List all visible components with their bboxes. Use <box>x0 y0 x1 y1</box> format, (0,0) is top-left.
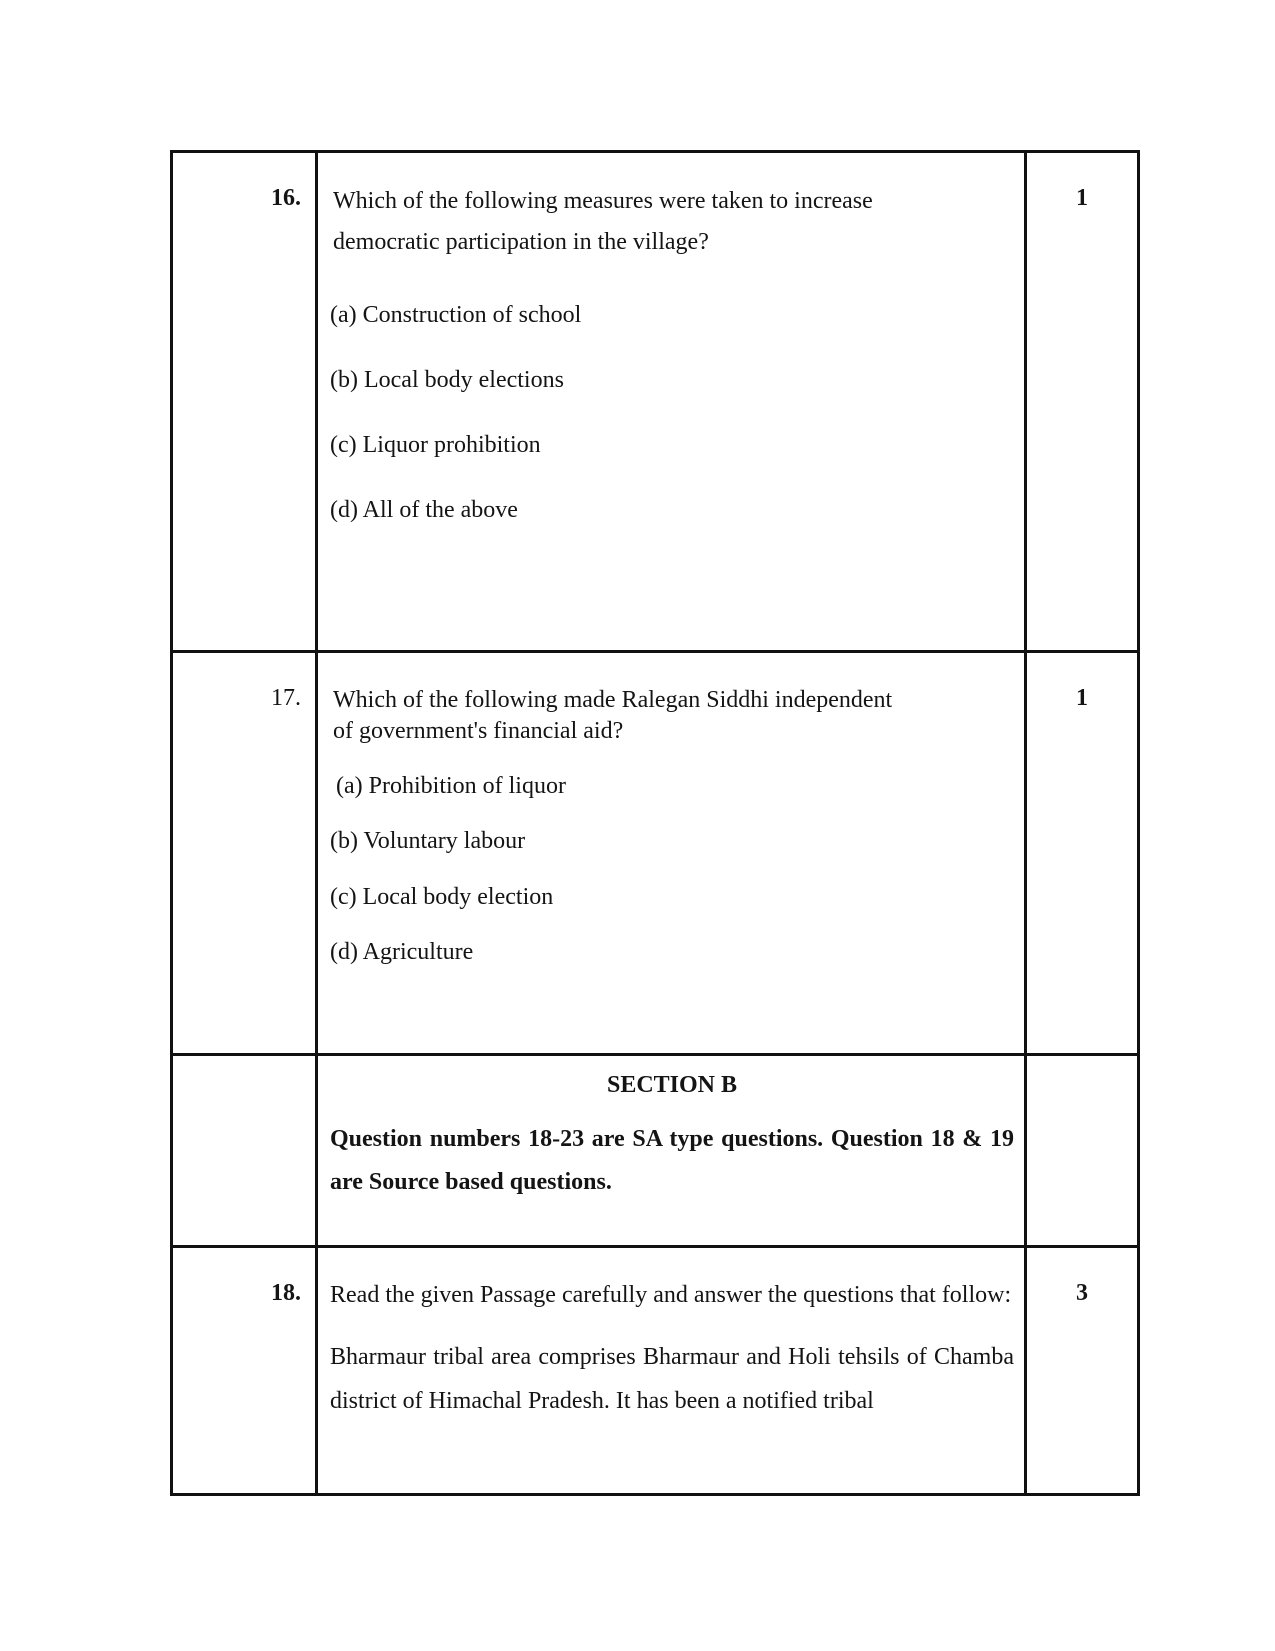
option-c: (c) Liquor prohibition <box>330 432 541 458</box>
section-b-row <box>172 1055 1139 1247</box>
marks: 1 <box>1026 652 1139 1055</box>
option-a: (a) Prohibition of liquor <box>336 773 566 799</box>
marks: 1 <box>1026 152 1139 652</box>
section-body <box>317 1055 1026 1247</box>
option-b: (b) Local body elections <box>330 367 564 393</box>
question-body <box>317 652 1026 1055</box>
empty-cell <box>1026 1055 1139 1247</box>
question-row-18 <box>172 1247 1139 1495</box>
marks: 3 <box>1026 1247 1139 1495</box>
option-a: (a) Construction of school <box>330 302 582 328</box>
question-table <box>170 150 1140 1496</box>
question-text <box>330 685 1014 747</box>
question-number: 17. <box>172 652 317 1055</box>
section-title: SECTION B <box>606 1072 738 1098</box>
question-row-16 <box>172 152 1139 652</box>
question-number: 18. <box>172 1247 317 1495</box>
option-b: (b) Voluntary labour <box>330 828 526 854</box>
question-text-line: Which of the following made Ralegan Siddhi independent <box>333 687 893 713</box>
section-note: Question numbers 18-23 are SA type questions. Question 18 & 19 are Source based questions. <box>330 1126 1014 1195</box>
question-text-line: of government's financial aid? <box>333 718 624 744</box>
question-text-line: Which of the following measures were taken to increase <box>333 188 873 214</box>
option-d: (d) All of the above <box>330 497 518 523</box>
question-text <box>330 181 1014 263</box>
option-d: (d) Agriculture <box>330 939 474 965</box>
option-c: (c) Local body election <box>330 884 554 910</box>
source-passage: Bharmaur tribal area comprises Bharmaur and Holi tehsils of Chamba district of Himachal Pradesh. It has been a notified tribal <box>330 1344 1014 1414</box>
question-instruction: Read the given Passage carefully and answer the questions that follow: <box>330 1282 1012 1308</box>
question-body <box>317 152 1026 652</box>
question-number: 16. <box>172 152 317 652</box>
question-row-17 <box>172 652 1139 1055</box>
empty-cell <box>172 1055 317 1247</box>
question-body <box>317 1247 1026 1495</box>
question-text-line: democratic participation in the village? <box>333 229 709 255</box>
